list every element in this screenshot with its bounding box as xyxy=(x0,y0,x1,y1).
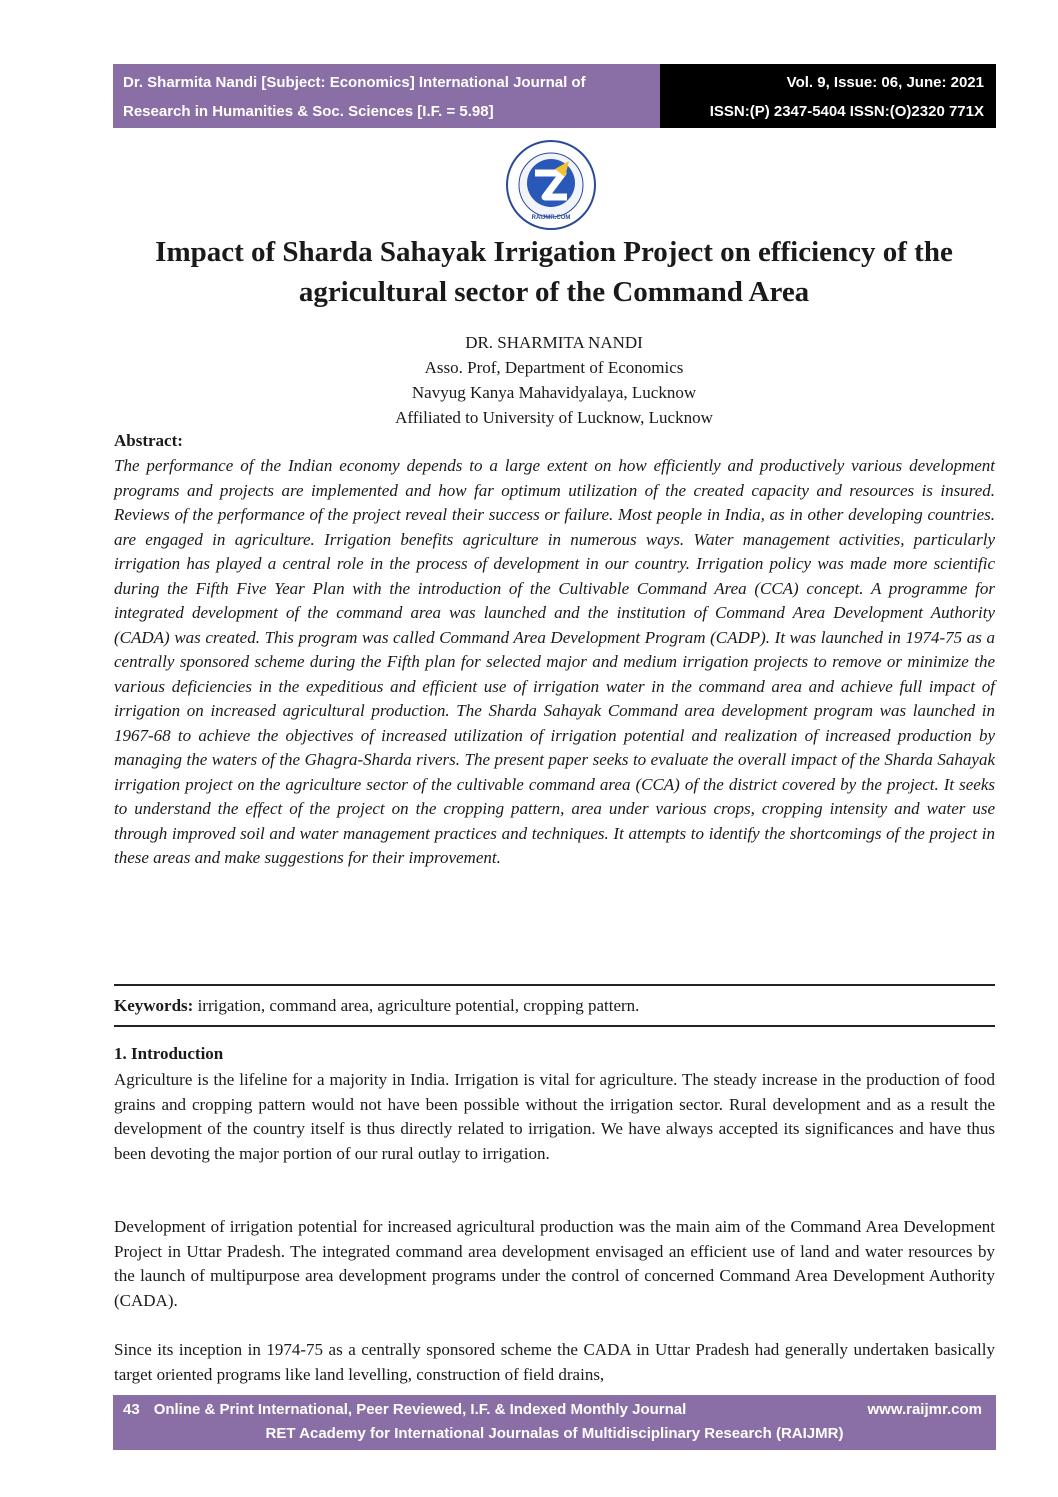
journal-logo xyxy=(505,139,597,231)
author-institution: Navyug Kanya Mahavidyalaya, Lucknow xyxy=(411,383,697,402)
journal-header-right xyxy=(660,64,996,128)
keywords-line xyxy=(114,994,995,1018)
divider-bottom xyxy=(114,1025,995,1027)
author-block xyxy=(100,330,1008,430)
journal-url-link[interactable]: www.raijmr.com xyxy=(867,1401,982,1418)
footer-journal-description: Online & Print International, Peer Reviewed, I.F. & Indexed Monthly Journal xyxy=(153,1401,687,1418)
divider-top xyxy=(114,984,995,986)
abstract-heading: Abstract: xyxy=(114,431,183,450)
author-name: DR. SHARMITA NANDI xyxy=(465,333,643,352)
keywords-label: Keywords: xyxy=(114,996,194,1015)
header-volume-issue: Vol. 9, Issue: 06, June: 2021 xyxy=(786,74,984,91)
journal-footer xyxy=(113,1395,996,1450)
header-issn: ISSN:(P) 2347-5404 ISSN:(O)2320 771X xyxy=(709,103,984,120)
journal-header-left xyxy=(113,64,660,128)
page-number: 43 xyxy=(123,1401,140,1418)
section-heading-introduction: 1. Introduction xyxy=(114,1044,224,1063)
paper-title-line-2: agricultural sector of the Command Area xyxy=(298,276,810,308)
keywords-text: irrigation, command area, agriculture potential, cropping pattern. xyxy=(193,996,640,1015)
author-affiliation: Affiliated to University of Lucknow, Lucknow xyxy=(395,408,713,427)
intro-paragraph-2: Development of irrigation potential for increased agricultural production was the main aim of the Command Area Development Project in Uttar Pradesh. The integrated command area development envisaged an efficient use of land and water resources by the launch of multipurpose area development programs under the control of concerned Command Area Development Authority (CADA). xyxy=(114,1217,995,1310)
abstract-text: The performance of the Indian economy depends to a large extent on how efficiently and productively various development programs and projects are implemented and how far optimum utilization of the created capacity and resources is insured. Reviews of the performance of the project reveal their success or failure. Most people in India, as in other developing countries. are engaged in agriculture. Irrigation benefits agriculture in numerous ways. Water management activities, particularly irrigation has played a central role in the process of development in our country. Irrigation policy was made more scientific during the Fifth Five Year Plan with the introduction of the Cultivable Command Area (CCA) concept. A programme for integrated development of the command area was launched and the institution of Command Area Development Authority (CADA) was created. This program was called Command Area Development Program (CADP). It was launched in 1974-75 as a centrally sponsored scheme during the Fifth plan for selected major and medium irrigation projects to remove or minimize the various deficiencies in the expeditious and efficient use of irrigation water in the command area and achieve full impact of irrigation on increased agricultural production. The Sharda Sahayak Command area development program was launched in 1967-68 to achieve the objectives of increased utilization of irrigation potential and realization of increased production by managing the waters of the Ghagra-Sharda rivers. The present paper seeks to evaluate the overall impact of the Sharda Sahayak irrigation project on the agriculture sector of the cultivable command area (CCA) of the district covered by the project. It seeks to understand the effect of the project on the cropping pattern, area under various crops, cropping intensity and water use through improved soil and water management practices and techniques. It attempts to identify the shortcomings of the project in these areas and make suggestions for their improvement. xyxy=(114,456,995,867)
logo-text: RAIJMR.COM xyxy=(531,215,571,221)
intro-paragraph-1: Agriculture is the lifeline for a majority in India. Irrigation is vital for agriculture. The steady increase in the production of food grains and cropping pattern would not have been possible without the irrigation sector. Rural development and as a result the development of the country itself is thus directly related to irrigation. We have always accepted its significances and have thus been devoting the major portion of our rural outlay to irrigation. xyxy=(114,1070,995,1163)
footer-publisher: RET Academy for International Journalas of Multidisciplinary Research (RAIJMR) xyxy=(265,1425,844,1442)
header-journal-line-1: Dr. Sharmita Nandi [Subject: Economics] International Journal of xyxy=(123,74,586,91)
header-journal-line-2: Research in Humanities & Soc. Sciences [I.F. = 5.98] xyxy=(123,103,494,120)
paper-title xyxy=(100,232,1008,312)
paper-title-line-1: Impact of Sharda Sahayak Irrigation Project on efficiency of the xyxy=(155,236,953,268)
author-position: Asso. Prof, Department of Economics xyxy=(424,358,684,377)
intro-paragraph-3: Since its inception in 1974-75 as a centrally sponsored scheme the CADA in Uttar Pradesh had generally undertaken basically target oriented programs like land levelling, construction of field drains, xyxy=(114,1340,995,1384)
